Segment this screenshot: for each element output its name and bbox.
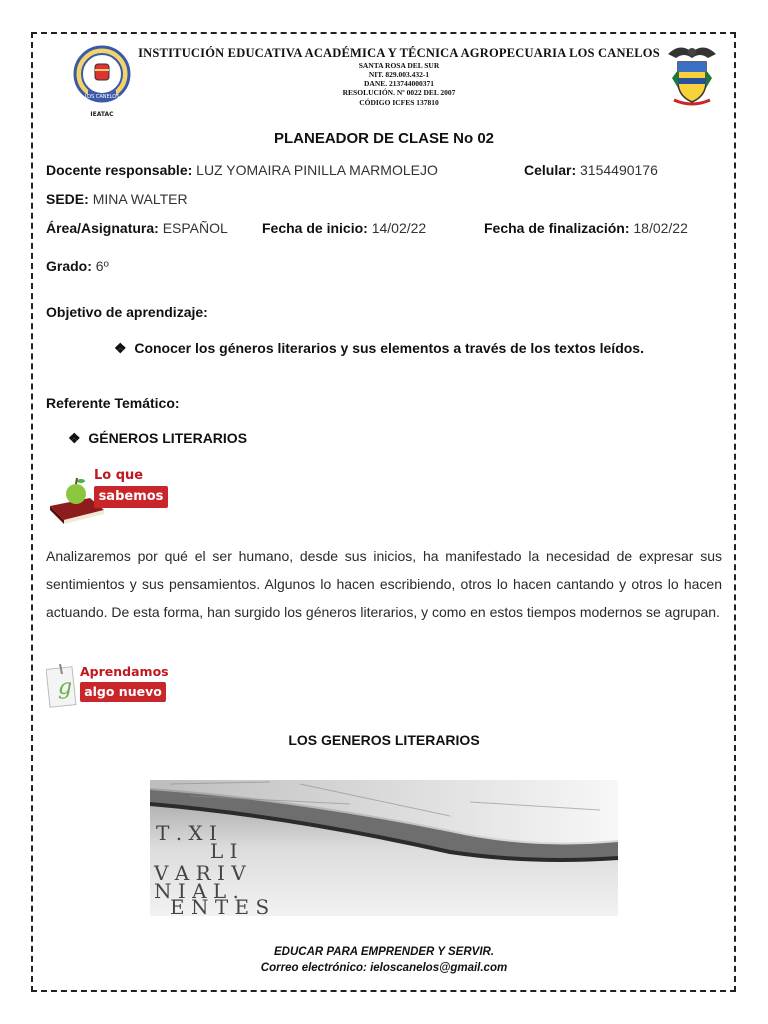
badge-top-text: Aprendamos: [80, 664, 169, 679]
area-value: ESPAÑOL: [162, 220, 228, 236]
inicio-value: 14/02/22: [371, 220, 427, 236]
celular-value: 3154490176: [580, 162, 658, 178]
diamond-bullet-icon: ❖: [68, 430, 81, 446]
header-resolucion: RESOLUCIÓN. Nº 0022 DEL 2007: [342, 88, 456, 97]
grado-value: 6º: [95, 258, 109, 274]
header-icfes: CÓDIGO ICFES 137810: [359, 98, 439, 107]
diamond-bullet-icon: ❖: [114, 340, 127, 356]
school-logo: [70, 38, 134, 122]
book-letters: L I: [210, 839, 238, 863]
sede-value: MINA WALTER: [92, 191, 188, 207]
coat-of-arms-icon: [664, 42, 720, 108]
book-letters: E N T E S: [170, 895, 270, 916]
institution-name: INSTITUCIÓN EDUCATIVA ACADÉMICA Y TÉCNICA AGROPECUARIA LOS CANELOS: [138, 46, 660, 60]
sede-field: [46, 191, 188, 207]
header-dane: DANE. 213744000371: [363, 79, 434, 88]
book-letters: N I A L .: [154, 879, 239, 903]
logo-ring-text: LOS CANELOS: [84, 94, 120, 100]
docente-label: Docente responsable:: [46, 162, 193, 178]
area-label: Área/Asignatura:: [46, 220, 159, 236]
referente-heading: Referente Temático:: [46, 395, 180, 411]
header-nit: NIT. 829.003.432-1: [368, 70, 430, 79]
objective-heading: Objetivo de aprendizaje:: [46, 304, 208, 320]
area-field: [46, 220, 228, 236]
header-city: SANTA ROSA DEL SUR: [358, 61, 440, 70]
grado-field: [46, 258, 109, 274]
open-book-photo: [150, 780, 618, 916]
footer-email: Correo electrónico: ieloscanelos@gmail.com: [260, 962, 508, 974]
referente-text: GÉNEROS LITERARIOS: [88, 430, 248, 446]
grado-label: Grado:: [46, 258, 92, 274]
section-title: LOS GENEROS LITERARIOS: [288, 732, 480, 748]
badge-bottom-text: sabemos: [94, 486, 168, 508]
inicio-field: [262, 220, 426, 236]
celular-label: Celular:: [524, 162, 577, 178]
badge-top-text: Lo que: [94, 468, 144, 483]
objective-text: Conocer los géneros literarios y sus elementos a través de los textos leídos.: [134, 340, 644, 356]
aprendamos-badge: [46, 660, 170, 710]
document-title: PLANEADOR DE CLASE No 02: [273, 130, 495, 147]
badge-bottom-text: algo nuevo: [80, 682, 166, 702]
book-letters: V A R I V: [154, 861, 246, 885]
docente-value: LUZ YOMAIRA PINILLA MARMOLEJO: [196, 162, 438, 178]
inicio-label: Fecha de inicio:: [262, 220, 368, 236]
intro-paragraph: Analizaremos por qué el ser humano, desde sus inicios, ha manifestado la necesidad de expresar sus sentimientos y sus pensamientos. Algunos lo hacen escribiendo, otros lo hacen cantando y otros lo hacen actuando. De esta forma, han surgido los géneros literarios, y como en estos tiempos modernos se agrupan.: [46, 548, 722, 620]
referente-bullet: [68, 430, 247, 447]
logo-label: IEATAC: [90, 111, 114, 118]
fin-value: 18/02/22: [633, 220, 688, 236]
notepad-icon: [46, 662, 80, 710]
lo-que-sabemos-badge: [46, 468, 170, 528]
book-letters: T . X I: [156, 821, 217, 845]
docente-field: [46, 162, 438, 178]
fin-label: Fecha de finalización:: [484, 220, 630, 236]
sede-label: SEDE:: [46, 191, 89, 207]
celular-field: [524, 162, 658, 178]
footer-motto: EDUCAR PARA EMPRENDER Y SERVIR.: [273, 946, 495, 958]
objective-bullet: [114, 340, 644, 357]
svg-text:g: g: [58, 675, 73, 700]
fin-field: [484, 220, 688, 236]
